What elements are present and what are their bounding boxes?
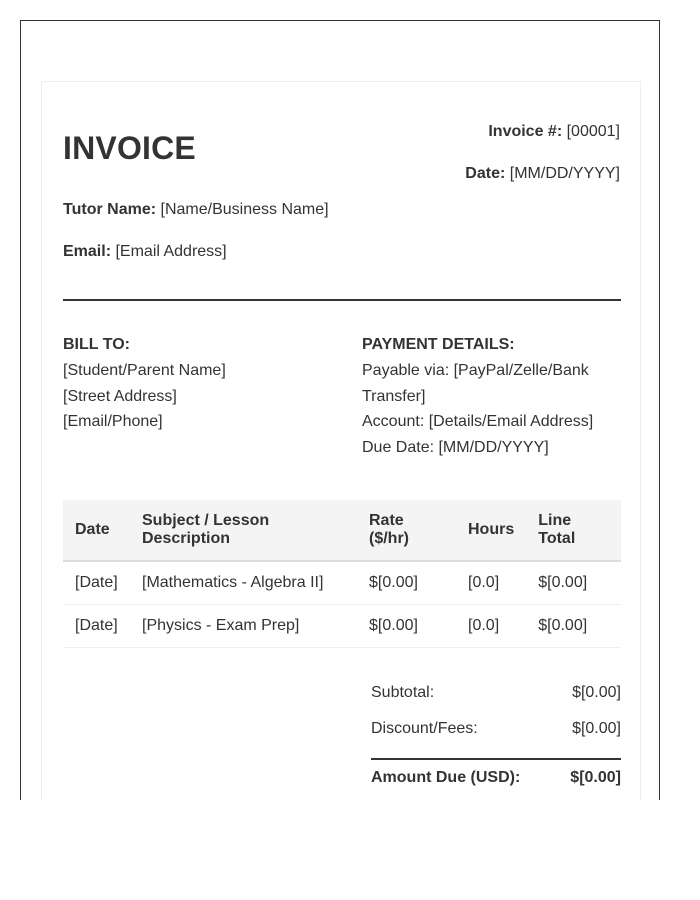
row-hours: [0.0] (456, 561, 526, 605)
table-row (63, 605, 621, 648)
totals-section (371, 684, 621, 800)
invoice-number-label: Invoice #: (488, 123, 563, 140)
bill-to-section (63, 335, 226, 435)
discount-label: Discount/Fees: (371, 720, 478, 737)
col-rate-line-1: Rate (369, 512, 404, 529)
row-rate: $[0.00] (357, 605, 456, 648)
col-hours: Hours (456, 500, 526, 561)
bill-to-name: [Student/Parent Name] (63, 362, 226, 379)
col-subject (130, 500, 357, 561)
table-row (63, 561, 621, 605)
totals-divider (371, 758, 621, 760)
payment-account: Account: [Details/Email Address] (362, 413, 594, 431)
col-date: Date (63, 500, 130, 561)
subtotal-value: $[0.00] (572, 684, 621, 701)
page-frame (20, 20, 660, 800)
col-line-total-line-1: Line (538, 512, 572, 529)
tutor-name-value: [Name/Business Name] (160, 201, 329, 218)
invoice-date-value: [MM/DD/YYYY] (509, 165, 620, 182)
col-line-total-line-2: Total (538, 530, 576, 547)
payment-due-date: Due Date: [MM/DD/YYYY] (362, 438, 549, 456)
discount-row (371, 720, 621, 738)
invoice-number-value: [00001] (566, 123, 620, 140)
row-date: [Date] (63, 561, 130, 605)
header-divider (63, 299, 621, 301)
tutor-email (63, 243, 227, 261)
line-items-table (63, 500, 621, 648)
invoice-sheet (41, 81, 641, 800)
amount-due-value: $[0.00] (570, 769, 621, 786)
payment-details-heading: PAYMENT DETAILS: (362, 336, 515, 353)
bill-to-contact: [Email/Phone] (63, 413, 163, 431)
invoice-title: INVOICE (63, 130, 196, 166)
tutor-name-label: Tutor Name: (63, 201, 157, 218)
row-subject: [Physics - Exam Prep] (130, 605, 357, 648)
bill-to-address: [Street Address] (63, 387, 177, 405)
col-subject-line-1: Subject / Lesson (142, 512, 270, 529)
row-rate: $[0.00] (357, 561, 456, 605)
row-hours: [0.0] (456, 605, 526, 648)
payment-details-section (362, 335, 593, 460)
tutor-name (63, 201, 329, 219)
invoice-date (465, 165, 620, 183)
col-subject-line-2: Description (142, 530, 231, 547)
col-rate (357, 500, 456, 561)
subtotal-row (371, 684, 621, 702)
table-header-row (63, 500, 621, 561)
invoice-number (488, 123, 620, 141)
payment-payable-line-2: Transfer] (362, 387, 426, 405)
col-rate-line-2: ($/hr) (369, 530, 409, 547)
amount-due-label: Amount Due (USD): (371, 769, 521, 786)
payment-payable-line-1: Payable via: [PayPal/Zelle/Bank (362, 362, 589, 379)
tutor-email-label: Email: (63, 243, 112, 260)
subtotal-label: Subtotal: (371, 684, 435, 701)
row-total: $[0.00] (526, 605, 621, 648)
row-total: $[0.00] (526, 561, 621, 605)
row-date: [Date] (63, 605, 130, 648)
invoice-date-label: Date: (465, 165, 506, 182)
col-line-total (526, 500, 621, 561)
bill-to-heading: BILL TO: (63, 336, 130, 353)
row-subject: [Mathematics - Algebra II] (130, 561, 357, 605)
tutor-email-value: [Email Address] (115, 243, 227, 260)
discount-value: $[0.00] (572, 720, 621, 737)
amount-due-row (371, 769, 621, 787)
